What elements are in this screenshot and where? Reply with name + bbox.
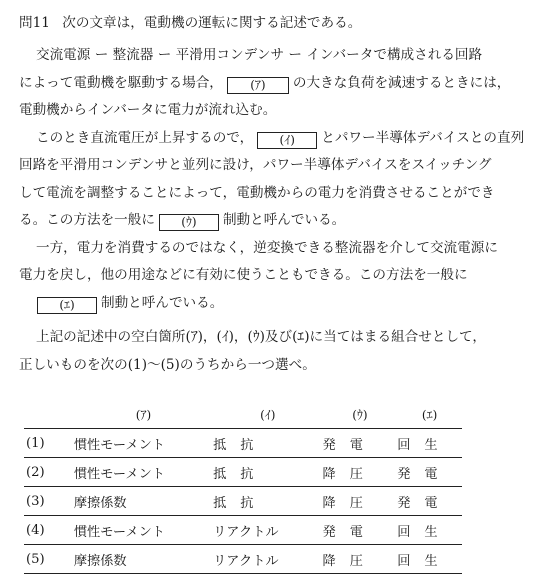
passage-line-6: して電流を調整することによって，電動機からの電力を消費させることができ (19, 185, 495, 201)
passage-line-7: る。この方法を一般に (ｳ) 制動と呼んでいる。 (19, 212, 346, 229)
instruction-line-2: 正しいものを次の(1)～(5)のうちから一つ選べ。 (19, 357, 316, 373)
question-header (19, 11, 361, 31)
passage-line-2: によって電動機を駆動する場合， (ｱ) の大きな負荷を減速するときには， (19, 75, 511, 92)
blank-c: (ｳ) (159, 214, 219, 231)
passage-line-10: (ｴ) 制動と呼んでいる。 (19, 291, 223, 314)
table-row: (2) 慣性モーメント 抵抗 降圧 発電 (24, 458, 462, 487)
passage-line-4: このとき直流電圧が上昇するので， (ｲ) とパワー半導体デバイスとの直列 (36, 130, 525, 147)
question-number: 問11 (19, 15, 50, 31)
header-b: (ｲ) (260, 407, 276, 422)
table-row: (5) 摩擦係数 リアクトル 降圧 回生 (24, 545, 462, 574)
header-d: (ｴ) (421, 407, 438, 422)
blank-a: (ｱ) (227, 77, 289, 94)
passage-line-3: 電動機からインバータに電力が流れ込む。 (19, 102, 277, 118)
question-prompt: 次の文章は，電動機の運転に関する記述である。 (62, 15, 362, 31)
table-row: (1) 慣性モーメント 抵抗 発電 回生 (24, 429, 462, 458)
instruction-line-1: 上記の記述中の空白箇所(ｱ)，(ｲ)，(ｳ)及び(ｴ)に当てはまる組合せとして， (36, 329, 486, 345)
header-number (24, 400, 66, 429)
table-row: (3) 摩擦係数 抵抗 降圧 発電 (24, 487, 462, 516)
answer-table (24, 400, 462, 574)
table-row: (4) 慣性モーメント リアクトル 発電 回生 (24, 516, 462, 545)
passage-line-5: 回路を平滑用コンデンサと並列に設け，パワー半導体デバイスをスイッチング (19, 157, 492, 173)
header-c: (ｳ) (352, 407, 368, 422)
passage-line-9: 電力を戻し，他の用途などに有効に使うこともできる。この方法を一般に (19, 267, 468, 283)
blank-b: (ｲ) (257, 132, 317, 149)
answer-table-header (24, 400, 462, 429)
header-a: (ｱ) (135, 407, 152, 422)
blank-d: (ｴ) (37, 297, 97, 314)
passage-line-1: 交流電源 ー 整流器 ー 平滑用コンデンサ ー インバータで構成される回路 (36, 47, 483, 63)
passage-line-8: 一方，電力を消費するのではなく，逆変換できる整流器を介して交流電源に (36, 240, 498, 256)
